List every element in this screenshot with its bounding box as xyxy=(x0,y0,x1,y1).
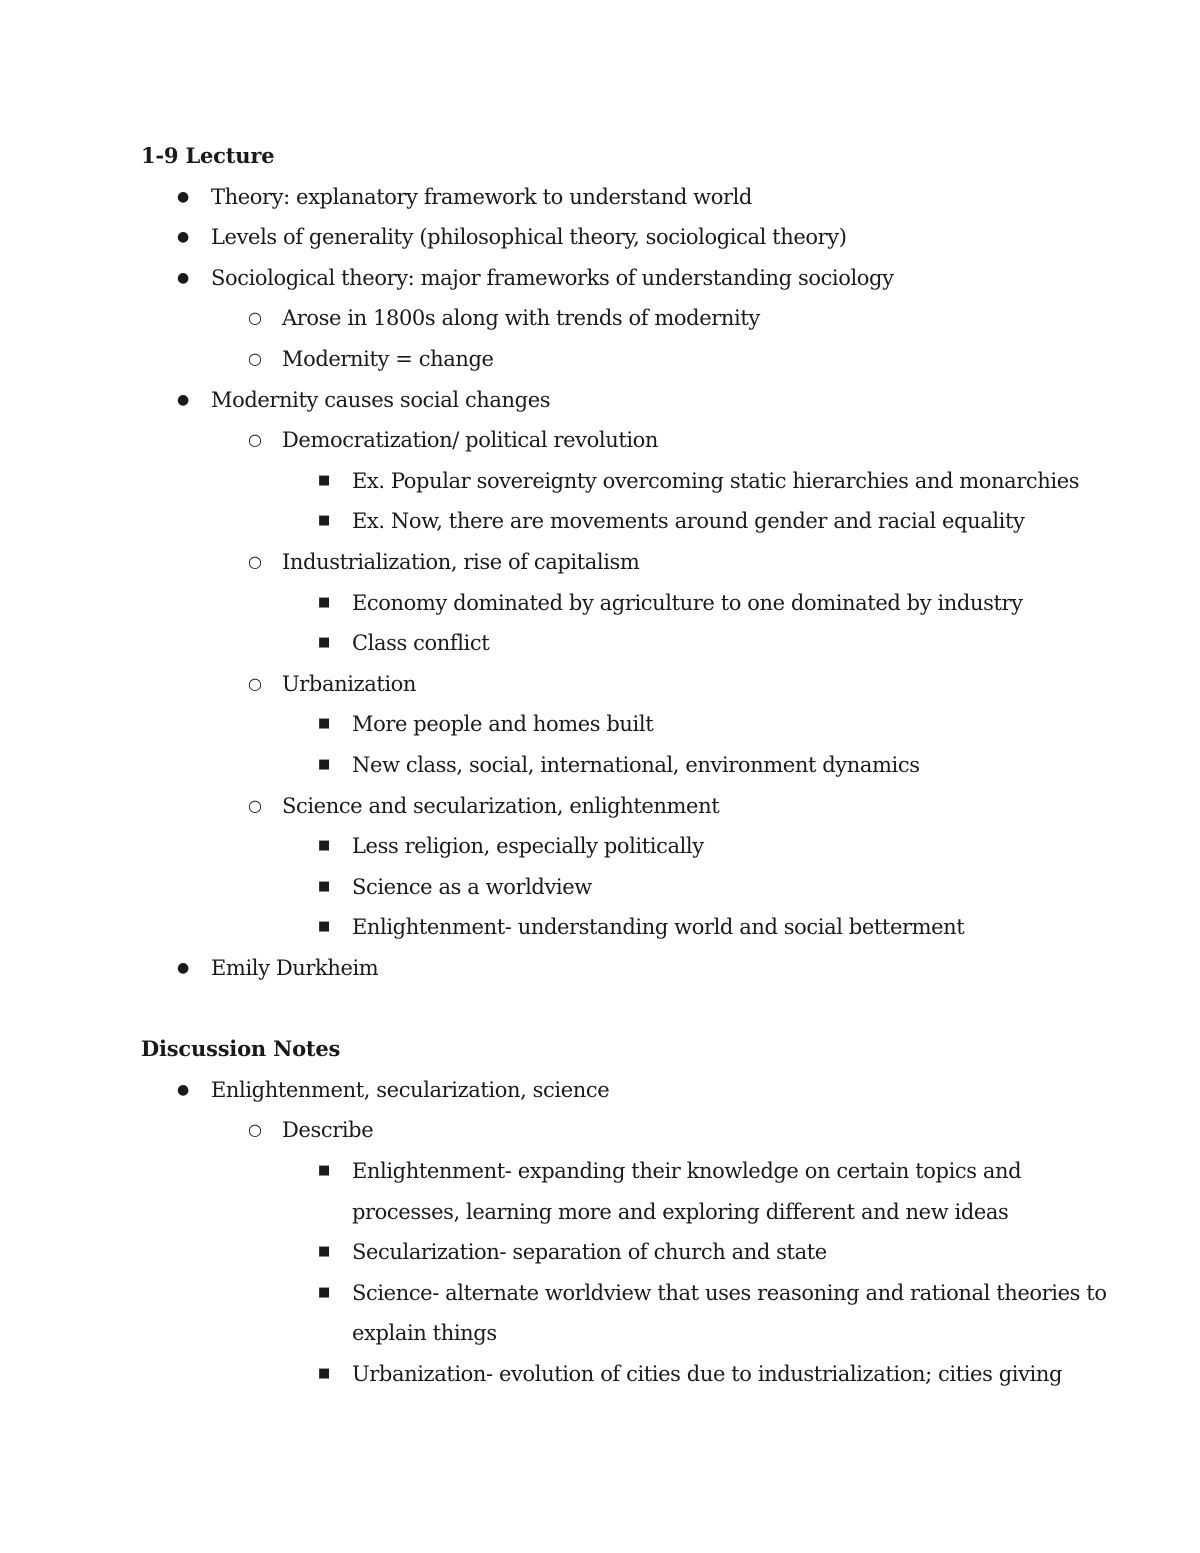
list-item-level-3: Ex. Popular sovereignty overcoming static hierarchies and monarchies xyxy=(352,468,1080,493)
list-item-level-3: Science- alternate worldview that uses reasoning and rational theories to xyxy=(352,1280,1107,1305)
section-heading: Discussion Notes xyxy=(141,1036,341,1062)
bullet-square-icon: ■ xyxy=(318,757,331,772)
list-item-level-1: Emily Durkheim xyxy=(211,956,379,980)
list-item-level-2: Science and secularization, enlightenment xyxy=(282,793,720,818)
list-item-level-1: Levels of generality (philosophical theory, sociological theory) xyxy=(211,225,847,250)
list-item-level-2: Urbanization xyxy=(282,671,417,696)
bullet-square-icon: ■ xyxy=(318,878,331,894)
bullet-circle-icon: ○ xyxy=(248,552,262,571)
bullet-square-icon: ■ xyxy=(318,1163,331,1178)
list-item-level-1: Theory: explanatory framework to understand world xyxy=(211,184,752,209)
list-item-level-3: Urbanization- evolution of cities due to industrialization; cities giving xyxy=(352,1362,1063,1386)
bullet-disc-icon: ● xyxy=(177,269,190,286)
bullet-square-icon: ■ xyxy=(318,513,331,529)
bullet-square-icon: ■ xyxy=(318,472,331,488)
bullet-disc-icon: ● xyxy=(177,188,190,205)
bullet-circle-icon: ○ xyxy=(248,349,262,368)
bullet-circle-icon: ○ xyxy=(248,673,262,693)
list-item-level-2: Describe xyxy=(282,1118,374,1143)
bullet-disc-icon: ● xyxy=(177,229,190,246)
list-item-level-3: Secularization- separation of church and state xyxy=(352,1240,827,1265)
section-heading: 1-9 Lecture xyxy=(141,143,275,168)
bullet-disc-icon: ● xyxy=(177,960,190,976)
bullet-disc-icon: ● xyxy=(177,1081,190,1098)
bullet-square-icon: ■ xyxy=(318,838,331,854)
list-item-level-1: Sociological theory: major frameworks of understanding sociology xyxy=(211,265,894,290)
bullet-square-icon: ■ xyxy=(318,635,331,651)
list-item-level-3: Class conflict xyxy=(352,631,490,656)
list-item-level-1: Modernity causes social changes xyxy=(211,387,551,412)
bullet-square-icon: ■ xyxy=(318,716,331,732)
bullet-circle-icon: ○ xyxy=(248,308,262,328)
list-item-level-3: Enlightenment- expanding their knowledge on certain topics and xyxy=(352,1159,1022,1183)
bullet-square-icon: ■ xyxy=(318,1366,331,1381)
list-item-level-3: Economy dominated by agriculture to one dominated by industry xyxy=(352,590,1023,615)
list-item-level-2: Industrialization, rise of capitalism xyxy=(282,550,640,574)
list-item-level-3: Ex. Now, there are movements around gender and racial equality xyxy=(352,509,1025,534)
list-item-level-1: Enlightenment, secularization, science xyxy=(211,1077,610,1102)
list-item-continuation: explain things xyxy=(352,1321,497,1346)
bullet-circle-icon: ○ xyxy=(248,430,262,450)
bullet-disc-icon: ● xyxy=(177,391,190,408)
list-item-continuation: processes, learning more and exploring different and new ideas xyxy=(352,1199,1009,1224)
list-item-level-3: Science as a worldview xyxy=(352,874,592,899)
bullet-circle-icon: ○ xyxy=(248,795,262,815)
bullet-square-icon: ■ xyxy=(318,1284,331,1300)
list-item-level-3: Less religion, especially politically xyxy=(352,834,704,859)
list-item-level-2: Arose in 1800s along with trends of modernity xyxy=(282,306,760,331)
bullet-square-icon: ■ xyxy=(318,594,331,610)
list-item-level-2: Democratization/ political revolution xyxy=(282,428,659,453)
bullet-square-icon: ■ xyxy=(318,1244,331,1260)
list-item-level-3: More people and homes built xyxy=(352,712,654,737)
bullet-square-icon: ■ xyxy=(318,919,331,935)
list-item-level-2: Modernity = change xyxy=(282,347,494,371)
list-item-level-3: Enlightenment- understanding world and social betterment xyxy=(352,915,965,940)
list-item-level-3: New class, social, international, environment dynamics xyxy=(352,753,920,777)
bullet-circle-icon: ○ xyxy=(248,1120,262,1140)
